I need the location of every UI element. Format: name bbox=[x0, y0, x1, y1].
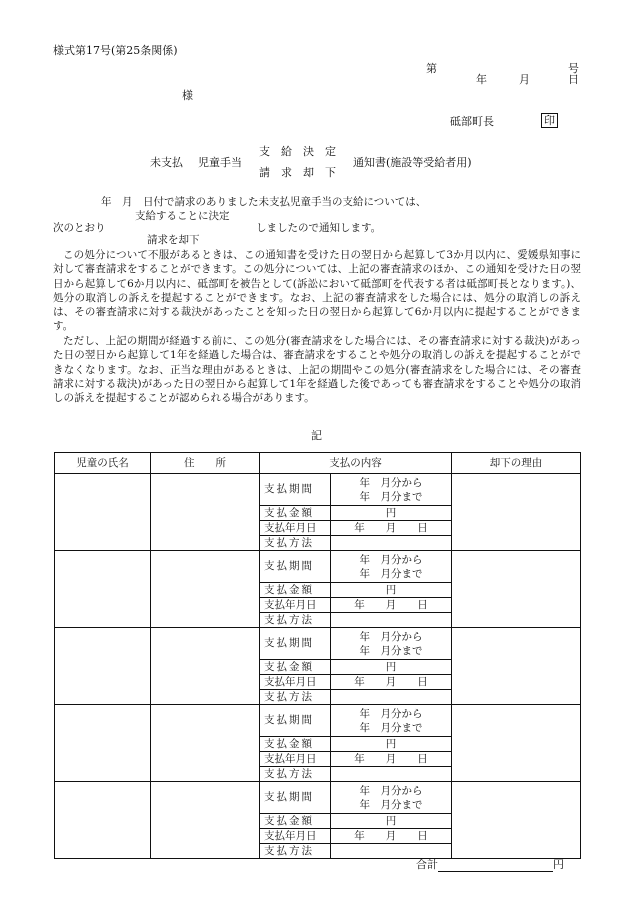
period-label: 支払期間 bbox=[260, 705, 331, 737]
amount-label: 支払金額 bbox=[260, 737, 331, 752]
period-to: 年 月分まで bbox=[359, 721, 423, 734]
paragraph-appeal: この処分について不服があるときは、この通知書を受けた日の翌日から起算して3か月以内に、愛媛県知事に対して審査請求をすることができます。この処分については、上記の審査請求のほか、この通知を受けた日の翌日から起算して6か月以内に、砥部町を被告として(訴訟において砥部町を代表する者は砥部町長となります。)、処分の取消しの訴えを提起することができます。なお、上記の審査請求をした場合には、処分の取消しの訴えは、その審査請求に対する裁決があったことを知った日の翌日から起算して6か月以内に提起することができます。 bbox=[53, 249, 581, 333]
rejection-reason-cell[interactable] bbox=[452, 628, 581, 705]
total-amount-field[interactable] bbox=[438, 859, 553, 872]
date-label: 支払年月日 bbox=[260, 521, 331, 536]
table-row bbox=[55, 628, 581, 660]
method-value[interactable] bbox=[331, 613, 452, 628]
total-row bbox=[416, 857, 564, 872]
issuer-title: 砥部町長 bbox=[450, 115, 494, 128]
amount-value[interactable]: 円 bbox=[331, 506, 452, 521]
period-label: 支払期間 bbox=[260, 782, 331, 814]
table-row bbox=[55, 782, 581, 814]
period-value[interactable] bbox=[331, 782, 452, 814]
intro-date-line: 年 月 日付で請求のありました未支払児童手当の支給については、 bbox=[101, 196, 427, 208]
period-value[interactable] bbox=[331, 705, 452, 737]
amount-value[interactable]: 円 bbox=[331, 583, 452, 598]
method-value[interactable] bbox=[331, 536, 452, 551]
period-to: 年 月分まで bbox=[359, 798, 423, 811]
rejection-reason-cell[interactable] bbox=[452, 782, 581, 859]
total-unit: 円 bbox=[553, 858, 564, 871]
method-value[interactable] bbox=[331, 690, 452, 705]
title-allowance: 児童手当 bbox=[198, 156, 242, 169]
amount-value[interactable]: 円 bbox=[331, 737, 452, 752]
amount-label: 支払金額 bbox=[260, 583, 331, 598]
period-to: 年 月分まで bbox=[359, 567, 423, 580]
date-label: 支払年月日 bbox=[260, 598, 331, 613]
paragraph-proviso: ただし、上記の期間が経過する前に、この処分(審査請求をした場合には、その審査請求に対する裁決)があった日の翌日から起算して1年を経過した場合は、審査請求をすることや処分の取消しの訴えを提起することができなくなります。なお、正当な理由があるときは、上記の期間やこの処分(審査請求をした場合には、その審査請求に対する裁決)があった日の翌日から起算して1年を経過した後であっても審査請求をすることや処分の取消しの訴えを提起することが認められる場合があります。 bbox=[53, 335, 581, 405]
date-value[interactable]: 年 月 日 bbox=[331, 675, 452, 690]
period-from: 年 月分から bbox=[359, 784, 423, 797]
amount-label: 支払金額 bbox=[260, 814, 331, 829]
date-label: 支払年月日 bbox=[260, 675, 331, 690]
doc-number-suffix: 号 bbox=[568, 62, 579, 75]
amount-value[interactable]: 円 bbox=[331, 814, 452, 829]
period-label: 支払期間 bbox=[260, 628, 331, 660]
date-label: 支払年月日 bbox=[260, 752, 331, 767]
rejection-reason-cell[interactable] bbox=[452, 474, 581, 551]
period-label: 支払期間 bbox=[260, 551, 331, 583]
date-day: 日 bbox=[568, 73, 579, 86]
seal-text: 印 bbox=[541, 113, 558, 128]
period-from: 年 月分から bbox=[359, 630, 423, 643]
header-payment-content: 支払の内容 bbox=[260, 453, 452, 474]
header-child-name: 児童の氏名 bbox=[55, 453, 151, 474]
amount-label: 支払金額 bbox=[260, 506, 331, 521]
method-label: 支払方法 bbox=[260, 536, 331, 551]
header-address: 住 所 bbox=[151, 453, 260, 474]
form-number: 様式第17号(第25条関係) bbox=[53, 44, 178, 57]
child-name-cell[interactable] bbox=[55, 474, 151, 551]
address-cell[interactable] bbox=[151, 551, 260, 628]
address-cell[interactable] bbox=[151, 705, 260, 782]
child-name-cell[interactable] bbox=[55, 628, 151, 705]
date-month: 月 bbox=[519, 73, 530, 86]
method-label: 支払方法 bbox=[260, 690, 331, 705]
child-name-cell[interactable] bbox=[55, 551, 151, 628]
header-rejection-reason: 却下の理由 bbox=[452, 453, 581, 474]
rejection-reason-cell[interactable] bbox=[452, 551, 581, 628]
table-row bbox=[55, 705, 581, 737]
period-from: 年 月分から bbox=[359, 476, 423, 489]
intro-as-follows: 次のとおり bbox=[53, 222, 106, 234]
doc-number-prefix: 第 bbox=[426, 62, 437, 75]
amount-value[interactable]: 円 bbox=[331, 660, 452, 675]
period-value[interactable] bbox=[331, 628, 452, 660]
ki-mark: 記 bbox=[311, 429, 322, 442]
title-notice: 通知書(施設等受給者用) bbox=[353, 156, 472, 169]
method-value[interactable] bbox=[331, 767, 452, 782]
period-value[interactable] bbox=[331, 551, 452, 583]
method-label: 支払方法 bbox=[260, 844, 331, 859]
period-to: 年 月分まで bbox=[359, 490, 423, 503]
child-name-cell[interactable] bbox=[55, 782, 151, 859]
address-cell[interactable] bbox=[151, 628, 260, 705]
intro-decided: 支給することに決定 bbox=[135, 210, 230, 222]
period-value[interactable] bbox=[331, 474, 452, 506]
child-name-cell[interactable] bbox=[55, 705, 151, 782]
seal-mark bbox=[541, 113, 558, 128]
title-request-rejection: 請 求 却 下 bbox=[259, 166, 336, 179]
amount-label: 支払金額 bbox=[260, 660, 331, 675]
table-row bbox=[55, 551, 581, 583]
method-label: 支払方法 bbox=[260, 613, 331, 628]
date-value[interactable]: 年 月 日 bbox=[331, 829, 452, 844]
intro-rejected: 請求を却下 bbox=[147, 234, 200, 246]
table-row bbox=[55, 474, 581, 506]
date-value[interactable]: 年 月 日 bbox=[331, 752, 452, 767]
recipient-suffix: 様 bbox=[182, 89, 193, 102]
date-label: 支払年月日 bbox=[260, 829, 331, 844]
table-header-row bbox=[55, 453, 581, 474]
address-cell[interactable] bbox=[151, 474, 260, 551]
total-label: 合計 bbox=[416, 858, 438, 871]
date-value[interactable]: 年 月 日 bbox=[331, 521, 452, 536]
intro-notify: しましたので通知します。 bbox=[256, 222, 382, 234]
date-value[interactable]: 年 月 日 bbox=[331, 598, 452, 613]
title-payment-decision: 支 給 決 定 bbox=[259, 145, 336, 158]
payment-table bbox=[54, 452, 581, 859]
period-from: 年 月分から bbox=[359, 707, 423, 720]
period-to: 年 月分まで bbox=[359, 644, 423, 657]
rejection-reason-cell[interactable] bbox=[452, 705, 581, 782]
title-unpaid: 未支払 bbox=[150, 156, 183, 169]
method-label: 支払方法 bbox=[260, 767, 331, 782]
address-cell[interactable] bbox=[151, 782, 260, 859]
period-label: 支払期間 bbox=[260, 474, 331, 506]
period-from: 年 月分から bbox=[359, 553, 423, 566]
date-year: 年 bbox=[476, 73, 487, 86]
